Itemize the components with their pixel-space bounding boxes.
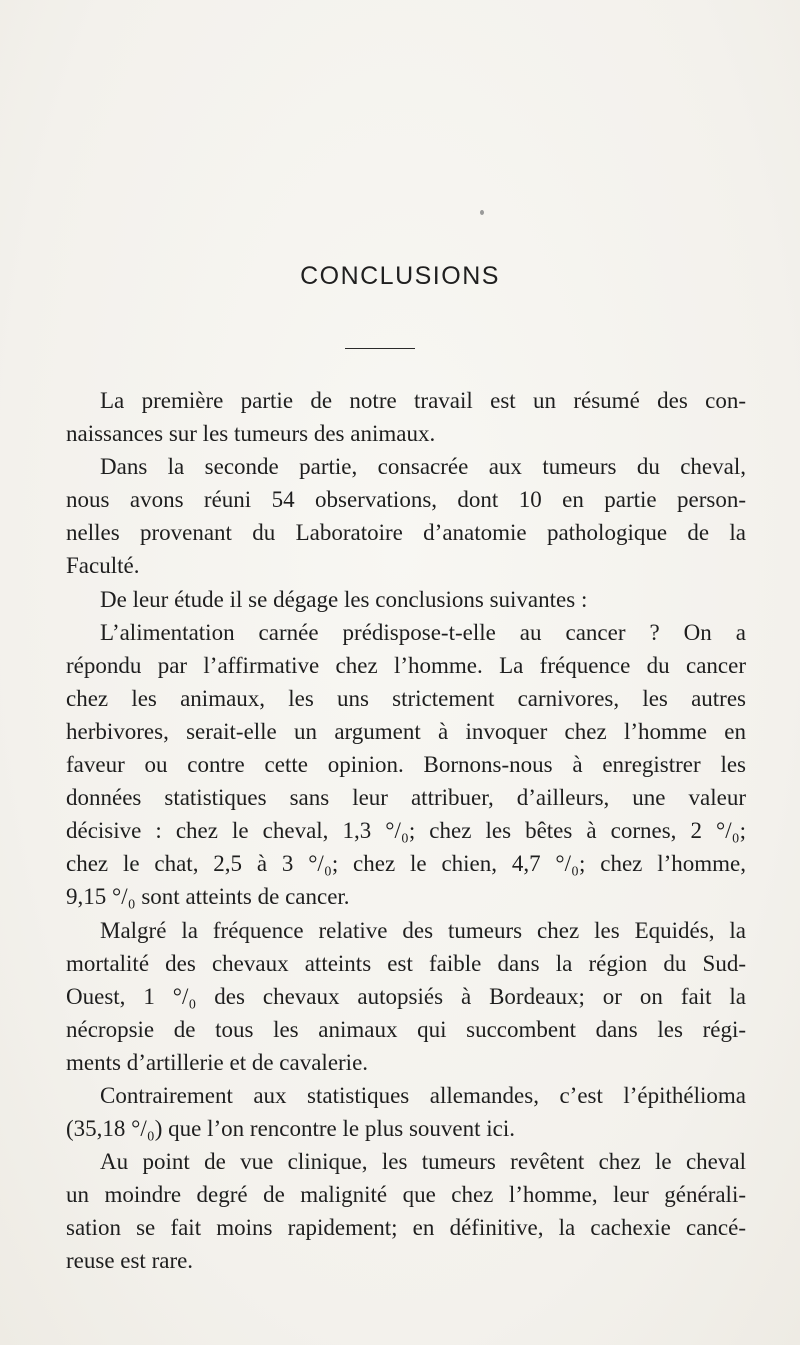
text-line: données statistiques sans leur attribuer, d’ailleurs, une valeur (66, 785, 746, 811)
paper-speck (480, 210, 484, 215)
text-line: Au point de vue clinique, les tumeurs revêtent chez le cheval (100, 1149, 746, 1175)
text-line: répondu par l’affirmative chez l’homme. La fréquence du cancer (66, 652, 746, 678)
text-line: Malgré la fréquence relative des tumeurs chez les Equidés, la (100, 917, 746, 943)
text-line: faveur ou contre cette opinion. Bornons-nous à enregistrer les (66, 752, 746, 778)
text-line: Faculté. (66, 553, 140, 579)
paragraph (66, 384, 746, 450)
text-line: un moindre degré de malignité que chez l’homme, leur générali- (66, 1182, 746, 1208)
body-text (66, 384, 746, 1278)
text-line: reuse est rare. (66, 1248, 194, 1274)
text-line: ments d’artillerie et de cavalerie. (66, 1049, 369, 1075)
page-title: CONCLUSIONS (300, 262, 500, 290)
title-separator-rule (345, 348, 415, 349)
text-line: (35,18 °/₀) que l’on rencontre le plus souvent ici. (66, 1116, 515, 1142)
paragraph (66, 450, 746, 582)
text-line: nelles provenant du Laboratoire d’anatomie pathologique de la (66, 520, 746, 546)
text-line: nécropsie de tous les animaux qui succombent dans les régi- (66, 1016, 746, 1042)
text-line: décisive : chez le cheval, 1,3 °/₀; chez les bêtes à cornes, 2 °/₀; (66, 818, 746, 844)
text-line: sation se fait moins rapidement; en définitive, la cachexie cancé- (66, 1215, 746, 1241)
text-line: mortalité des chevaux atteints est faible dans la région du Sud- (66, 950, 746, 976)
paragraph (66, 583, 746, 616)
text-line: nous avons réuni 54 observations, dont 10 en partie person- (66, 487, 746, 513)
text-line: chez les animaux, les uns strictement carnivores, les autres (66, 685, 746, 711)
text-line: Contrairement aux statistiques allemandes, c’est l’épithélioma (100, 1082, 746, 1108)
text-line: herbivores, serait-elle un argument à invoquer chez l’homme en (66, 718, 746, 744)
text-line: naissances sur les tumeurs des animaux. (66, 421, 436, 447)
text-line: Dans la seconde partie, consacrée aux tumeurs du cheval, (100, 454, 746, 480)
text-line: Ouest, 1 °/₀ des chevaux autopsiés à Bordeaux; or on fait la (66, 983, 746, 1009)
text-line: L’alimentation carnée prédispose-t-elle au cancer ? On a (100, 619, 746, 645)
text-line: 9,15 °/₀ sont atteints de cancer. (66, 884, 350, 910)
paragraph (66, 1079, 746, 1145)
text-line: La première partie de notre travail est un résumé des con- (100, 388, 746, 413)
text-line: De leur étude il se dégage les conclusions suivantes : (100, 586, 588, 612)
paragraph (66, 1145, 746, 1277)
text-line: chez le chat, 2,5 à 3 °/₀; chez le chien, 4,7 °/₀; chez l’homme, (66, 851, 746, 877)
paragraph (66, 616, 746, 914)
paragraph (66, 914, 746, 1079)
